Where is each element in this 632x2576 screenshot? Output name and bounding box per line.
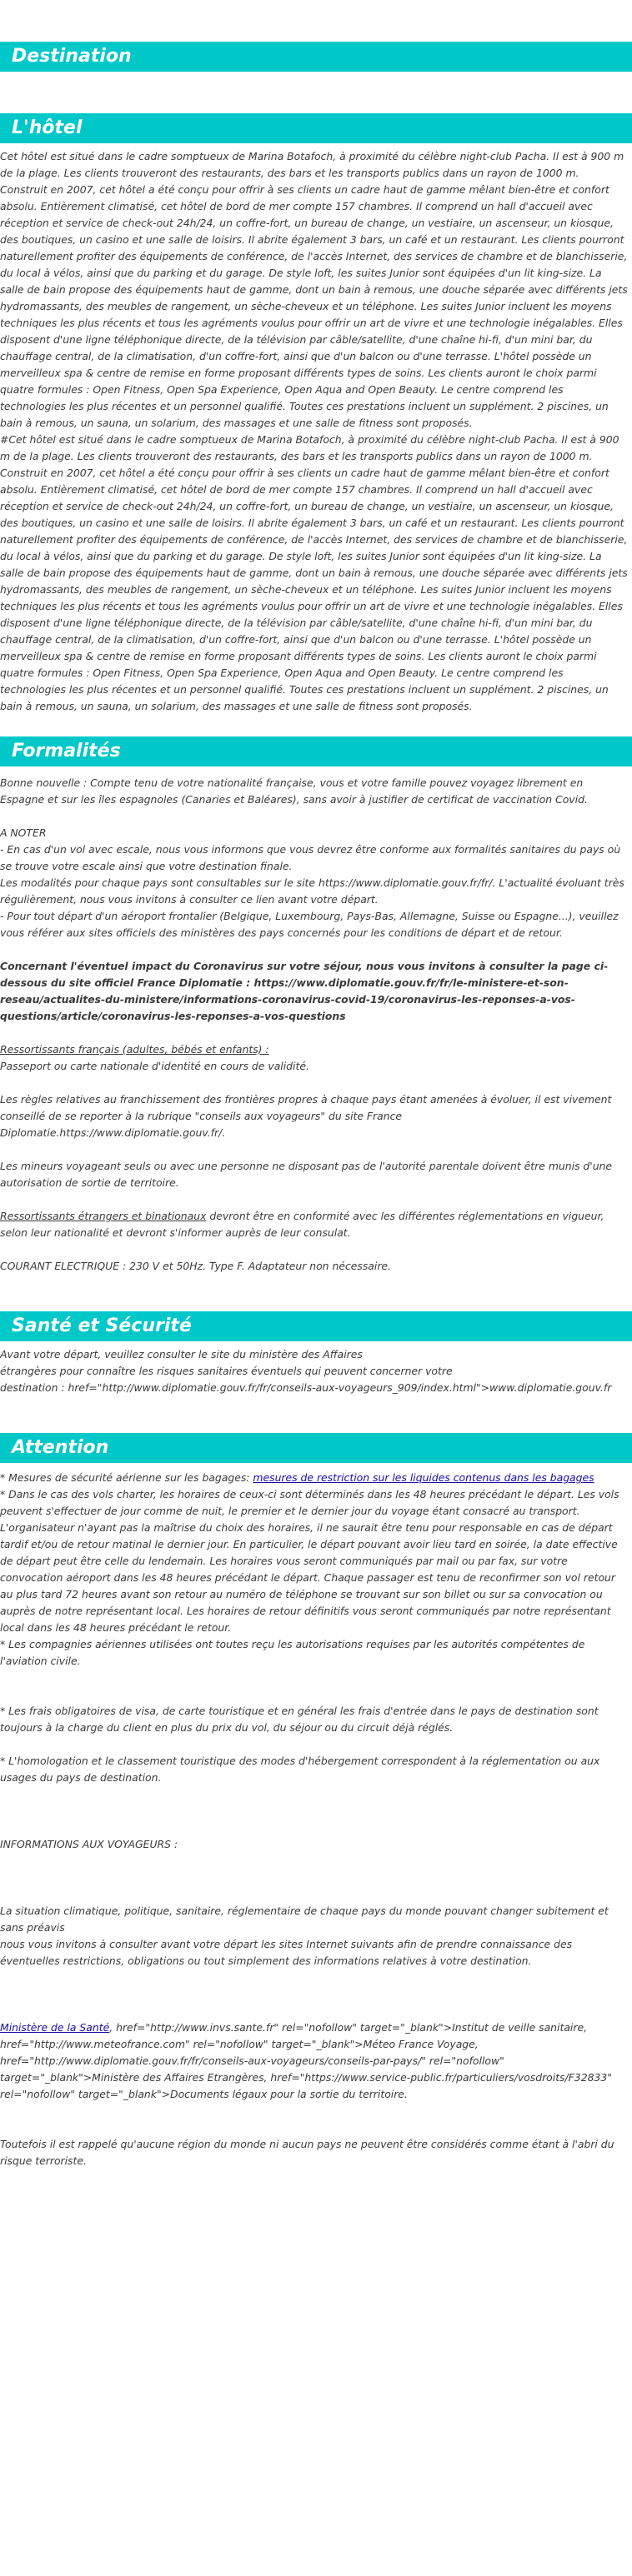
frontieres-regles: Les règles relatives au franchissement des frontières propres à chaque pays étant amenées à évoluer, il est vivement conseillé de se reporter à la rubrique "conseils aux voyageurs" du site France Diplomatie.https://www.diplomatie.gouv.fr/.	[0, 1093, 612, 1139]
frais-notice: * Les frais obligatoires de visa, de carte touristique et en général les frais d'entrée dans le pays de destination sont toujours à la charge du client en plus du prix du vol, du séjour ou du circuit déjà réglés.	[0, 1705, 599, 1734]
bagages-notice	[0, 1470, 632, 1486]
section-header-sante: Santé et Sécurité	[0, 1311, 632, 1341]
formalites-intro: Bonne nouvelle : Compte tenu de votre nationalité française, vous et votre famille pouvez voyagez librement en Espagne et sur les îles espagnoles (Canaries et Baléares), sans avoir à justifier de certificat de vaccination Covid.	[0, 776, 588, 806]
liquides-restriction-link[interactable]: mesures de restriction sur les liquides contenus dans les bagages	[253, 1471, 594, 1484]
covid-notice: Concernant l'éventuel impact du Coronavirus sur votre séjour, nous vous invitons à consulter la page ci-dessous du site officiel France Diplomatie : https://www.diplomatie.gouv.fr/fr/le-ministere-et-son-reseau/actualites-du-ministere/informations-coronavirus-covid-19/coronavirus-les-reponses-a-vos-questions/article/coronavirus-les-reponses-a-vos-questions	[0, 960, 609, 1022]
homologation-notice: * L'homologation et le classement touristique des modes d'hébergement correspondent à la réglementation ou aux usages du pays de destination.	[0, 1755, 600, 1784]
bagages-text: * Mesures de sécurité aérienne sur les bagages:	[0, 1471, 253, 1484]
section-header-hotel: L'hôtel	[0, 113, 632, 143]
hotel-description: Cet hôtel est situé dans le cadre somptueux de Marina Botafoch, à proximité du célèbre night-club Pacha. Il est à 900 m de la plage. Les clients trouveront des restaurants, des bars et les transports publics dans un rayon de 1000 m. Construit en 2007, cet hôtel a été conçu pour offrir à ses clients un cadre haut de gamme mêlant bien-être et confort absolu. Entièrement climatisé, cet hôtel de bord de mer compte 157 chambres. Il comprend un hall d'accueil avec réception et service de check-out 24h/24, un coffre-fort, un bureau de change, un vestiaire, un ascenseur, un kiosque, des boutiques, un casino et une salle de loisirs. Il abrite également 3 bars, un café et un restaurant. Les clients pourront naturellement profiter des équipements de conférence, de l'accès Internet, des services de chambre et de blanchisserie, du local à vélos, ainsi que du parking et du garage. De style loft, les suites Junior sont équipées d'un lit king-size. La salle de bain propose des équipements haut de gamme, dont un bain à remous, une douche séparée avec différents jets hydromassants, des meubles de rangement, un sèche-cheveux et un téléphone. Les suites Junior incluent les moyens techniques les plus récents et tous les agréments voulus pour offrir un art de vivre et une technologie inégalables. Elles disposent d'une ligne téléphonique directe, de la télévision par câble/satellite, d'une chaîne hi-fi, d'un mini bar, du chauffage central, de la climatisation, d'un coffre-fort, ainsi que d'un balcon ou d'une terrasse. L'hôtel possède un merveilleux spa & centre de remise en forme proposant différents types de soins. Les clients auront le choix parmi quatre formules : Open Fitness, Open Spa Experience, Open Aqua and Open Beauty. Le centre comprend les technologies les plus récentes et un personnel qualifié. Toutes ces prestations incluent un supplément. 2 piscines, un bain à remous, un sauna, un solarium, des massages et une salle de fitness sont proposés.	[0, 150, 628, 429]
mineurs-notice: Les mineurs voyageant seuls ou avec une personne ne disposant pas de l'autorité parentale doivent être munis d'une autorisation de sortie de territoire.	[0, 1160, 613, 1189]
horaires-notice: * Dans le cas des vols charter, les horaires de ceux-ci sont déterminés dans les 48 heures précédant le départ. Les vols peuvent s'effectuer de jour comme de nuit, le premier et le dernier jour du voyage étant consacré au transport. L'organisateur n'ayant pas la maîtrise du choix des horaires, il ne saurait être tenu pour responsable en cas de départ tardif et/ou de retour matinal le dernier jour. En particulier, le départ pouvant avoir lieu tard en soirée, la date effective de départ peut être celle du lendemain. Les horaires vous seront communiqués par mail ou par fax, sur votre convocation aéroport dans les 48 heures précédant le départ. Chaque passager est tenu de reconfirmer son vol retour au plus tard 72 heures avant son retour au numéro de téléphone se trouvant sur son billet ou sur sa convocation ou auprès de notre représentant local. Les horaires de retour définitifs vous seront communiqués par notre représentant local dans les 48 heures précédant le retour.	[0, 1488, 619, 1634]
ministere-sante-link[interactable]: Ministère de la Santé	[0, 2021, 110, 2034]
section-header-attention: Attention	[0, 1433, 632, 1463]
a-noter-modalites: Les modalités pour chaque pays sont consultables sur le site https://www.diplomatie.gouv.fr/fr/. L'actualité évoluant très régulièrement, nous vous invitons à consulter ce lien avant votre départ.	[0, 876, 624, 906]
passeport-requirement: Passeport ou carte nationale d'identité en cours de validité.	[0, 1060, 309, 1072]
etrangers-text: devront être en conformité avec les différentes réglementations en vigueur, selon leur nationalité et devront s'informer auprès de leur consulat.	[0, 1210, 604, 1239]
terrorisme-notice: Toutefois il est rappelé qu'aucune région du monde ni aucun pays ne peuvent être considérés comme étant à l'abri du risque terroriste.	[0, 2138, 614, 2167]
compagnies-notice: * Les compagnies aériennes utilisées ont toutes reçu les autorisations requises par les autorités compétentes de l'aviation civile.	[0, 1638, 585, 1667]
informations-voyageurs-title: INFORMATIONS AUX VOYAGEURS :	[0, 1838, 178, 1850]
ressortissants-francais-label: Ressortissants français (adultes, bébés et enfants) :	[0, 1043, 269, 1056]
sante-line-1: Avant votre départ, veuillez consulter le site du ministère des Affaires	[0, 1348, 363, 1360]
a-noter-title: A NOTER	[0, 826, 47, 839]
section-header-formalites: Formalités	[0, 736, 632, 766]
a-noter-aeroport-frontalier: - Pour tout départ d'un aéroport frontalier (Belgique, Luxembourg, Pays-Bas, Allemagne, Suisse ou Espagne...), veuillez vous référer aux sites officiels des ministères des pays concernés pour les conditions de départ et de retour.	[0, 910, 619, 939]
situation-notice-1: La situation climatique, politique, sanitaire, réglementaire de chaque pays du monde pouvant changer subitement et sans préavis	[0, 1905, 609, 1934]
courant-electrique: COURANT ELECTRIQUE : 230 V et 50Hz. Type F. Adaptateur non nécessaire.	[0, 1260, 391, 1272]
sante-line-3: destination : href="http://www.diplomatie.gouv.fr/fr/conseils-aux-voyageurs_909/index.html">www.diplomatie.gouv.fr	[0, 1381, 612, 1394]
situation-notice-2: nous vous invitons à consulter avant votre départ les sites Internet suivants afin de prendre connaissance des éventuelles restrictions, obligations ou tout simplement des informations relatives à votre destination.	[0, 1938, 573, 1967]
liens-utiles-text: , href="http://www.invs.sante.fr" rel="nofollow" target="_blank">Institut de veille sanitaire, href="http://www.meteofrance.com" rel="nofollow" target="_blank">Méteo France Voyage, href="http://www.diplomatie.gouv.fr/fr/conseils-aux-voyageurs/conseils-par-pays/" rel="nofollow" target="_blank">Ministère des Affaires Etrangères, href="https://www.service-public.fr/particuliers/vosdroits/F32833" rel="nofollow" target="_blank">Documents légaux pour la sortie du territoire.	[0, 2021, 612, 2100]
a-noter-escale: - En cas d'un vol avec escale, nous vous informons que vous devrez être conforme aux formalités sanitaires du pays où se trouve votre escale ainsi que votre destination finale.	[0, 843, 621, 872]
etrangers-label: Ressortissants étrangers et binationaux	[0, 1210, 207, 1222]
etrangers-notice	[0, 1208, 632, 1241]
sante-line-2: étrangères pour connaître les risques sanitaires éventuels qui peuvent concerner votre	[0, 1365, 453, 1377]
section-header-destination: Destination	[0, 42, 632, 72]
liens-utiles	[0, 2019, 632, 2103]
hotel-description-duplicate: #Cet hôtel est situé dans le cadre somptueux de Marina Botafoch, à proximité du célèbre night-club Pacha. Il est à 900 m de la plage. Les clients trouveront des restaurants, des bars et les transports publics dans un rayon de 1000 m. Construit en 2007, cet hôtel a été conçu pour offrir à ses clients un cadre haut de gamme mêlant bien-être et confort absolu. Entièrement climatisé, cet hôtel de bord de mer compte 157 chambres. Il comprend un hall d'accueil avec réception et service de check-out 24h/24, un coffre-fort, un bureau de change, un vestiaire, un ascenseur, un kiosque, des boutiques, un casino et une salle de loisirs. Il abrite également 3 bars, un café et un restaurant. Les clients pourront naturellement profiter des équipements de conférence, de l'accès Internet, des services de chambre et de blanchisserie, du local à vélos, ainsi que du parking et du garage. De style loft, les suites Junior sont équipées d'un lit king-size. La salle de bain propose des équipements haut de gamme, dont un bain à remous, une douche séparée avec différents jets hydromassants, des meubles de rangement, un sèche-cheveux et un téléphone. Les suites Junior incluent les moyens techniques les plus récents et tous les agréments voulus pour offrir un art de vivre et une technologie inégalables. Elles disposent d'une ligne téléphonique directe, de la télévision par câble/satellite, d'une chaîne hi-fi, d'un mini bar, du chauffage central, de la climatisation, d'un coffre-fort, ainsi que d'un balcon ou d'une terrasse. L'hôtel possède un merveilleux spa & centre de remise en forme proposant différents types de soins. Les clients auront le choix parmi quatre formules : Open Fitness, Open Spa Experience, Open Aqua and Open Beauty. Le centre comprend les technologies les plus récentes et un personnel qualifié. Toutes ces prestations incluent un supplément. 2 piscines, un bain à remous, un sauna, un solarium, des massages et une salle de fitness sont proposés.	[0, 433, 628, 712]
